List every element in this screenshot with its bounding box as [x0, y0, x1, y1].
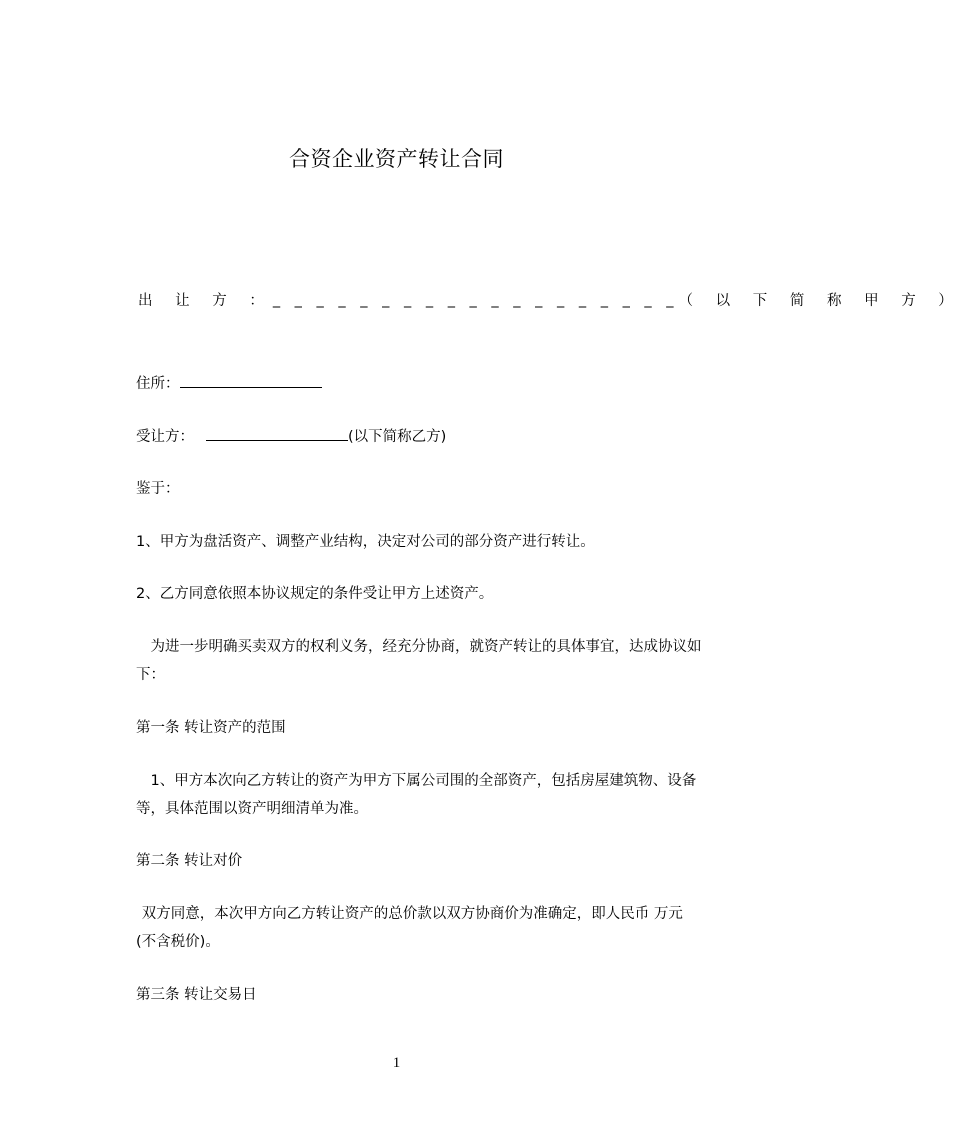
transferor-line [138, 289, 962, 310]
article-1-body: 1、甲方本次向乙方转让的资产为甲方下属公司围的全部资产，包括房屋建筑物、设备等，具体范围以资产明细清单为准。 [136, 773, 697, 817]
article-3-title: 第三条 转让交易日 [136, 987, 257, 1003]
whereas-heading: 鉴于： [136, 481, 180, 497]
recital-2: 2、乙方同意依照本协议规定的条件受让甲方上述资产。 [136, 586, 494, 602]
transferee-label: 受让方： [136, 429, 194, 445]
address-label: 住所： [136, 376, 180, 392]
article-2-title: 第二条 转让对价 [136, 853, 243, 869]
article-2-body: 双方同意，本次甲方向乙方转让资产的总价款以双方协商价为准确定，即人民币 万元(不含税价)。 [136, 906, 683, 950]
address-line [136, 372, 322, 394]
transferor-label: 出 让 方 ： [138, 293, 273, 309]
article-1-title: 第一条 转让资产的范围 [136, 720, 286, 736]
recital-1: 1、甲方为盘活资产、调整产业结构，决定对公司的部分资产进行转让。 [136, 534, 595, 550]
transferor-suffix: （ 以 下 简 称 甲 方 ） [678, 293, 962, 309]
page-number: 1 [392, 1055, 401, 1071]
document-title: 合资企业资产转让合同 [289, 147, 504, 171]
transferee-suffix: (以下简称乙方) [348, 429, 447, 445]
address-blank [180, 372, 322, 388]
transferee-line [136, 425, 446, 447]
transferee-blank [206, 425, 348, 441]
transferor-blank: _ _ _ _ _ _ _ _ _ _ _ _ _ _ _ _ _ _ _ [272, 291, 679, 308]
preamble-paragraph: 为进一步明确买卖双方的权利义务，经充分协商，就资产转让的具体事宜，达成协议如下： [136, 639, 702, 683]
